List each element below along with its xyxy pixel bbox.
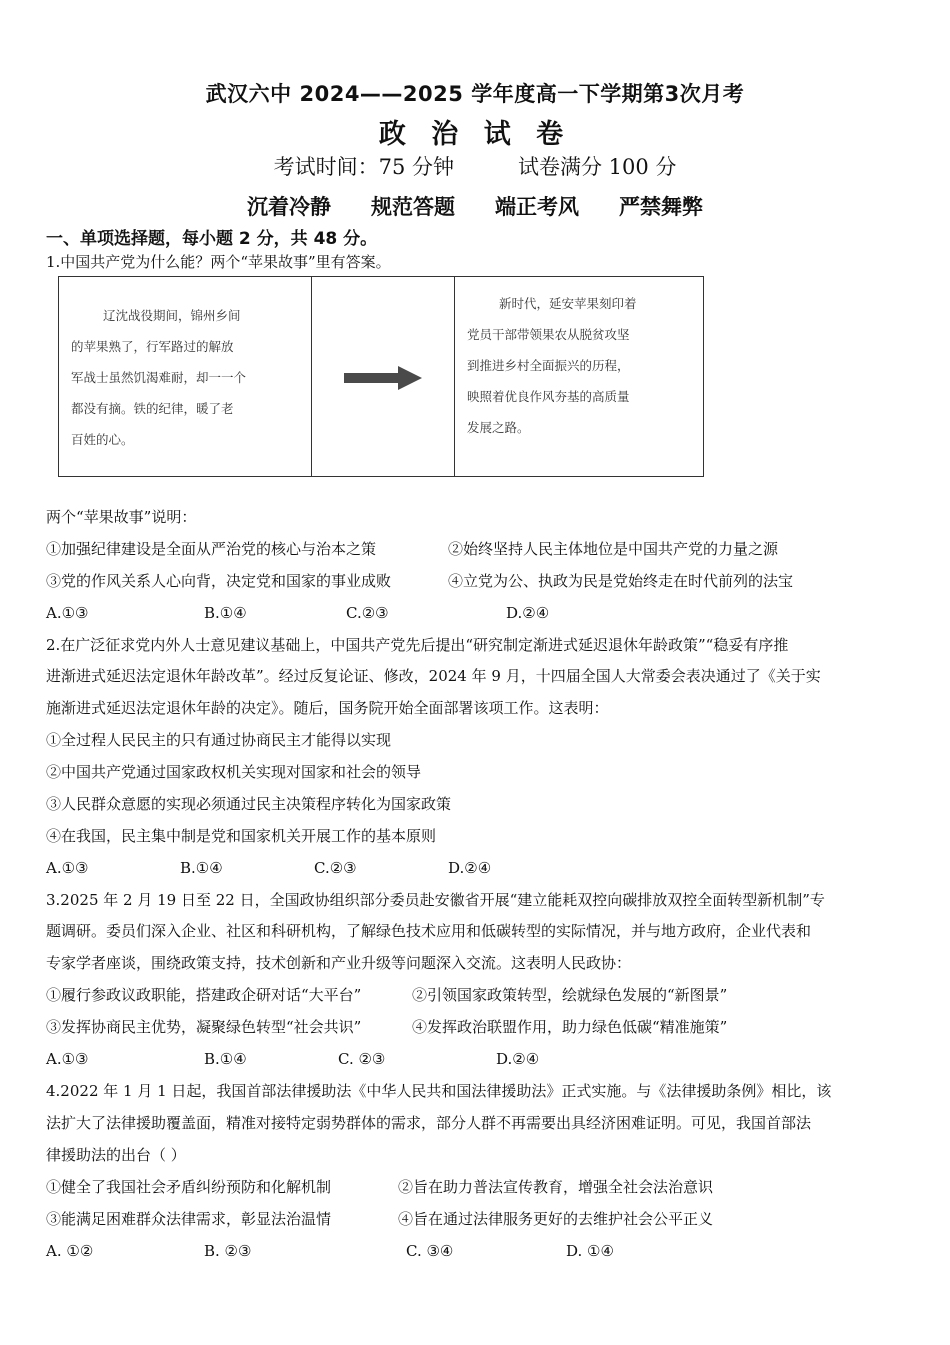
q2-stem-line: 进渐进式延迟法定退休年龄改革”。经过反复论证、修改，2024 年 9 月，十四届全国人大常委会表决通过了《关于实	[46, 667, 821, 685]
q2-choices	[46, 858, 491, 878]
figure-text-line: 党员干部带领果农从脱贫攻坚	[467, 327, 630, 342]
exam-time: 考试时间：75 分钟	[273, 155, 454, 179]
page-title: 政 治 试 卷	[378, 119, 572, 150]
figure-text-line: 百姓的心。	[71, 432, 134, 447]
q4-stem-line: 律援助法的出台（ ）	[46, 1146, 186, 1164]
q1-choices	[46, 603, 549, 623]
choice-b: B.①④	[180, 859, 223, 877]
figure-text-line: 到推进乡村全面振兴的历程，	[467, 358, 630, 373]
statement: ②始终坚持人民主体地位是中国共产党的力量之源	[448, 540, 779, 558]
figure-text-line: 新时代，延安苹果刻印着	[499, 296, 637, 311]
q3-choices	[46, 1049, 539, 1069]
q4-stem-line: 法扩大了法律援助覆盖面，精准对接特定弱势群体的需求，部分人群不再需要出具经济困难证明。可见，我国首部法	[46, 1114, 812, 1132]
motto-item: 端正考风	[495, 194, 579, 219]
choice-a: A.①③	[46, 859, 89, 877]
choice-d: D.②④	[506, 604, 550, 622]
choice-c: C.②③	[314, 859, 357, 877]
choice-c: C.②③	[346, 604, 389, 622]
q2-stem-line: 施渐进式延迟法定退休年龄的决定》。随后，国务院开始全面部署该项工作。这表明：	[46, 699, 609, 717]
section-title: 一、单项选择题，每小题 2 分，共 48 分。	[46, 229, 378, 249]
exam-meta	[0, 151, 950, 181]
statement: ①全过程人民民主的只有通过协商民主才能得以实现	[46, 731, 392, 749]
statement: ③人民群众意愿的实现必须通过民主决策程序转化为国家政策	[46, 795, 452, 813]
figure-right-panel	[455, 277, 703, 476]
school-exam-line: 武汉六中 2024——2025 学年度高一下学期第3次月考	[205, 82, 745, 106]
statement: ②旨在助力普法宣传教育，增强全社会法治意识	[398, 1178, 714, 1196]
statement: ③能满足困难群众法律需求，彰显法治温情	[46, 1210, 332, 1228]
statement: ①加强纪律建设是全面从严治党的核心与治本之策	[46, 540, 377, 558]
exam-motto	[0, 191, 950, 221]
q3-stem-line: 3.2025 年 2 月 19 日至 22 日，全国政协组织部分委员赴安徽省开展“建立能耗双控向碳排放双控全面转型新机制”专	[46, 891, 825, 909]
q1-statements-row	[46, 571, 793, 591]
statement: ③党的作风关系人心向背，决定党和国家的事业成败	[46, 572, 392, 590]
choice-b: B.①④	[204, 1050, 247, 1068]
statement: ①健全了我国社会矛盾纠纷预防和化解机制	[46, 1178, 332, 1196]
q4-statements-row	[46, 1209, 713, 1229]
statement: ②中国共产党通过国家政权机关实现对国家和社会的领导	[46, 763, 422, 781]
q3-stem-line: 专家学者座谈，围绕政策支持，技术创新和产业升级等问题深入交流。这表明人民政协：	[46, 954, 632, 972]
statement: ④在我国，民主集中制是党和国家机关开展工作的基本原则	[46, 827, 437, 845]
choice-a: A.①③	[46, 1050, 89, 1068]
choice-c: C. ③④	[406, 1242, 454, 1260]
figure-arrow-panel	[312, 277, 455, 476]
motto-item: 规范答题	[371, 194, 455, 219]
q4-statements-row	[46, 1177, 713, 1197]
figure-text-line: 发展之路。	[467, 420, 530, 435]
q3-statements-row	[46, 985, 727, 1005]
figure-text-line: 都没有摘。铁的纪律，暖了老	[71, 401, 234, 416]
choice-c: C. ②③	[338, 1050, 386, 1068]
q2-stem-line: 2.在广泛征求党内外人士意见建议基础上，中国共产党先后提出“研究制定渐进式延迟退休年龄政策”“稳妥有序推	[46, 636, 789, 654]
statement: ②引领国家政策转型，绘就绿色发展的“新图景”	[412, 986, 728, 1004]
statement: ④发挥政治联盟作用，助力绿色低碳“精准施策”	[412, 1018, 728, 1036]
q1-lead: 两个“苹果故事”说明：	[46, 508, 197, 526]
right-arrow-icon	[344, 365, 424, 391]
figure-text-line: 的苹果熟了，行军路过的解放	[71, 339, 234, 354]
q4-choices	[46, 1241, 614, 1261]
q1-stem: 1.中国共产党为什么能？两个“苹果故事”里有答案。	[46, 253, 391, 271]
choice-d: D.②④	[496, 1050, 540, 1068]
q4-stem-line: 4.2022 年 1 月 1 日起，我国首部法律援助法《中华人民共和国法律援助法》正式实施。与《法律援助条例》相比，该	[46, 1082, 832, 1100]
figure-left-text	[71, 300, 246, 455]
q3-statements-row	[46, 1017, 727, 1037]
statement: ③发挥协商民主优势，凝聚绿色转型“社会共识”	[46, 1018, 362, 1036]
figure-text-line: 辽沈战役期间，锦州乡间	[103, 308, 241, 323]
q1-statements-row	[46, 539, 778, 559]
q3-stem-line: 题调研。委员们深入企业、社区和科研机构，了解绿色技术应用和低碳转型的实际情况，并与地方政府，企业代表和	[46, 922, 812, 940]
motto-item: 沉着冷静	[247, 194, 331, 219]
statement: ④立党为公、执政为民是党始终走在时代前列的法宝	[448, 572, 794, 590]
figure-text-line: 映照着优良作风夯基的高质量	[467, 389, 630, 404]
choice-d: D.②④	[448, 859, 492, 877]
statement: ④旨在通过法律服务更好的去维护社会公平正义	[398, 1210, 714, 1228]
choice-a: A. ①②	[46, 1242, 94, 1260]
apple-story-figure	[58, 276, 704, 477]
statement: ①履行参政议政职能，搭建政企研对话“大平台”	[46, 986, 362, 1004]
figure-right-text	[467, 288, 637, 443]
figure-left-panel	[59, 277, 312, 476]
choice-a: A.①③	[46, 604, 89, 622]
choice-d: D. ①④	[566, 1242, 614, 1260]
motto-item: 严禁舞弊	[619, 194, 703, 219]
choice-b: B.①④	[204, 604, 247, 622]
figure-text-line: 军战士虽然饥渴难耐，却一一个	[71, 370, 247, 385]
choice-b: B. ②③	[204, 1242, 252, 1260]
exam-full-score: 试卷满分 100 分	[517, 155, 677, 179]
